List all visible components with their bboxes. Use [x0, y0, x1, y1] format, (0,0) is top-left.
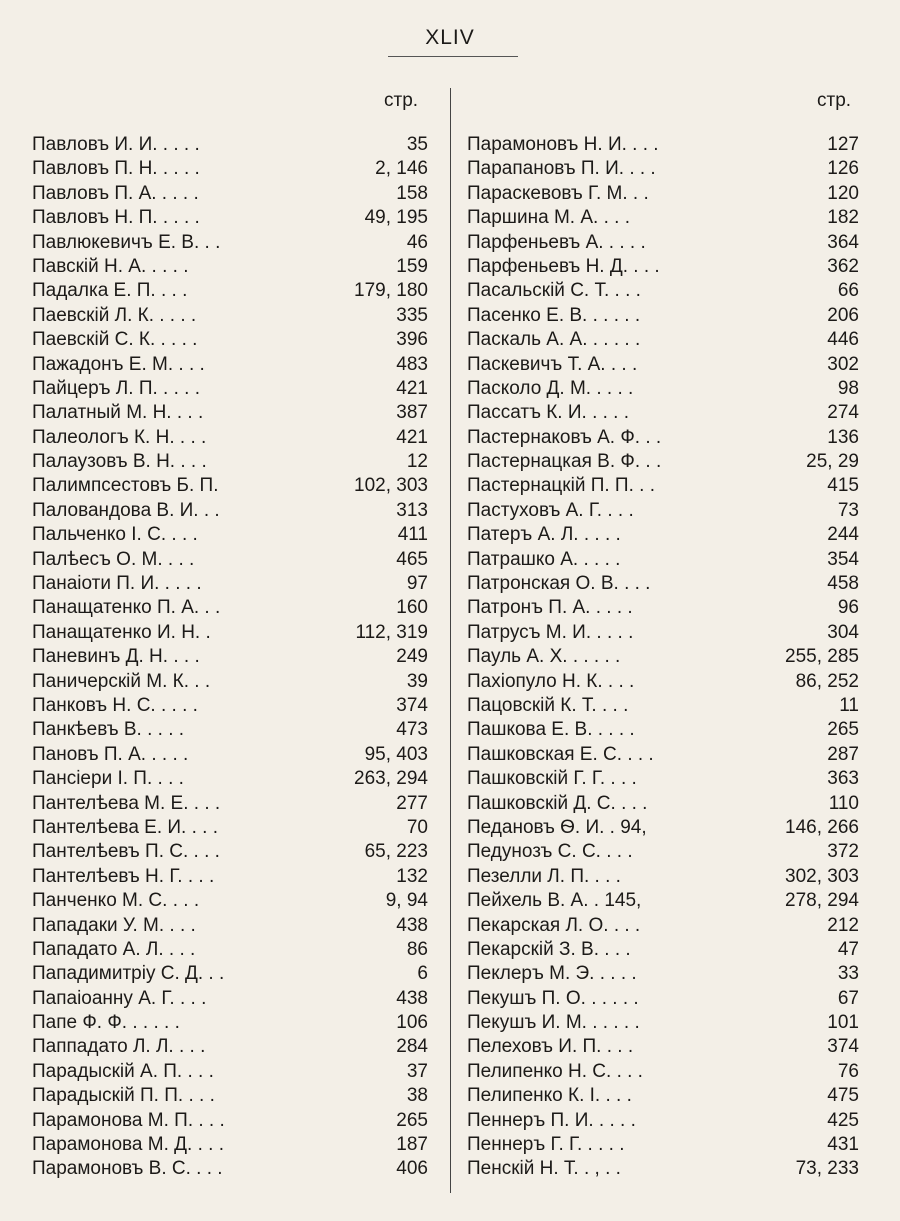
index-entry	[467, 353, 859, 377]
entry-pages: 421	[396, 377, 428, 399]
index-entry	[32, 987, 428, 1011]
entry-name: Педановъ Ѳ. И. . 94,	[467, 816, 647, 838]
index-entry	[32, 353, 428, 377]
index-entry	[32, 1060, 428, 1084]
index-entry	[32, 889, 428, 913]
entry-pages: 136	[827, 426, 859, 448]
entry-pages: 159	[396, 255, 428, 277]
index-entry	[32, 157, 428, 181]
index-entry	[32, 182, 428, 206]
entry-name: Пантелѣева Е. И. . . .	[32, 816, 219, 838]
entry-pages: 160	[396, 597, 428, 619]
entry-name: Павловъ П. Н. . . . .	[32, 158, 200, 180]
entry-name: Павловъ Н. П. . . . .	[32, 207, 200, 229]
index-entry	[32, 328, 428, 352]
page-number: XLIV	[425, 26, 475, 49]
right-column-header: стр.	[817, 90, 852, 111]
entry-name: Пассатъ К. И. . . . .	[467, 402, 630, 424]
entry-name: Параскевовъ Г. М. . .	[467, 182, 649, 204]
index-entry	[467, 279, 859, 303]
entry-pages: 302	[827, 353, 859, 375]
index-entry	[467, 645, 859, 669]
entry-name: Паевскій С. К. . . . .	[32, 329, 198, 351]
entry-name: Павлюкевичъ Е. В. . .	[32, 231, 221, 253]
entry-pages: 265	[396, 1109, 428, 1131]
entry-pages: 112, 319	[355, 621, 428, 643]
entry-name: Папаіоанну А. Г. . . .	[32, 987, 207, 1009]
entry-pages: 25, 29	[806, 451, 859, 473]
index-entry	[32, 1011, 428, 1035]
index-entry	[32, 694, 428, 718]
entry-pages: 76	[837, 1060, 859, 1082]
entry-name: Паскевичъ Т. А. . . .	[467, 353, 638, 375]
entry-pages: 458	[827, 573, 859, 595]
entry-name: Палимпсестовъ Б. П.	[32, 475, 219, 497]
index-entry	[467, 865, 859, 889]
entry-pages: 387	[396, 402, 428, 424]
entry-name: Пастуховъ А. Г. . . .	[467, 499, 634, 521]
entry-pages: 179, 180	[354, 280, 428, 302]
index-entry	[467, 304, 859, 328]
entry-pages: 374	[827, 1036, 859, 1058]
column-divider	[450, 88, 451, 1193]
entry-pages: 73	[837, 499, 859, 521]
entry-pages: 132	[396, 865, 428, 887]
entry-name: Пекушъ И. М. . . . . .	[467, 1012, 640, 1034]
entry-name: Пекушъ П. О. . . . . .	[467, 987, 639, 1009]
entry-pages: 86, 252	[795, 670, 859, 692]
entry-name: Пеклеръ М. Э. . . . .	[467, 963, 637, 985]
index-entry	[467, 792, 859, 816]
entry-pages: 102, 303	[354, 475, 428, 497]
entry-name: Папе Ф. Ф. . . . . .	[32, 1012, 180, 1034]
index-entry	[32, 645, 428, 669]
entry-pages: 302, 303	[785, 865, 859, 887]
entry-name: Пашковская Е. С. . . .	[467, 743, 654, 765]
entry-pages: 206	[827, 304, 859, 326]
index-entry	[32, 401, 428, 425]
entry-name: Парамоновъ В. С. . . .	[32, 1158, 223, 1180]
index-entry	[467, 157, 859, 181]
entry-pages: 11	[839, 694, 859, 716]
index-entry	[467, 523, 859, 547]
index-entry	[32, 743, 428, 767]
index-entry	[467, 1084, 859, 1108]
entry-name: Парфеньевъ А. . . . .	[467, 231, 646, 253]
entry-pages: 421	[396, 426, 428, 448]
index-entry	[32, 1133, 428, 1157]
index-entry	[467, 231, 859, 255]
entry-pages: 127	[827, 134, 859, 155]
entry-pages: 95, 403	[364, 743, 428, 765]
entry-pages: 335	[396, 304, 428, 326]
index-entry	[32, 572, 428, 596]
index-entry	[467, 182, 859, 206]
entry-name: Пападимитріу С. Д. . .	[32, 963, 225, 985]
index-entry	[32, 377, 428, 401]
entry-name: Падалка Е. П. . . .	[32, 280, 188, 302]
entry-pages: 158	[396, 182, 428, 204]
entry-name: Патронская О. В. . . .	[467, 573, 651, 595]
entry-name: Палѣесъ О. М. . . .	[32, 548, 195, 570]
entry-pages: 33	[837, 963, 859, 985]
entry-name: Павскій Н. А. . . . .	[32, 255, 189, 277]
index-entry	[467, 938, 859, 962]
entry-pages: 265	[827, 719, 859, 741]
entry-pages: 411	[397, 524, 428, 546]
entry-pages: 425	[827, 1109, 859, 1131]
entry-pages: 255, 285	[785, 646, 859, 668]
right-index-column	[467, 133, 859, 1182]
entry-name: Пезелли Л. П. . . .	[467, 865, 621, 887]
entry-pages: 70	[406, 816, 428, 838]
entry-pages: 249	[396, 646, 428, 668]
index-entry	[467, 255, 859, 279]
index-entry	[32, 231, 428, 255]
index-entry	[32, 1109, 428, 1133]
index-entry	[467, 1157, 859, 1181]
index-entry	[467, 1011, 859, 1035]
entry-pages: 274	[827, 402, 859, 424]
entry-name: Палатный М. Н. . . .	[32, 402, 204, 424]
index-entry	[467, 206, 859, 230]
entry-name: Пантелѣевъ Н. Г. . . .	[32, 865, 215, 887]
entry-pages: 38	[406, 1085, 428, 1107]
entry-name: Палаузовъ В. Н. . . .	[32, 451, 207, 473]
left-index-column	[32, 133, 428, 1182]
entry-pages: 106	[396, 1012, 428, 1034]
entry-pages: 126	[827, 158, 859, 180]
index-entry	[467, 499, 859, 523]
index-entry	[467, 743, 859, 767]
entry-name: Паневинъ Д. Н. . . .	[32, 646, 200, 668]
entry-name: Панкѣевъ В. . . . .	[32, 719, 185, 741]
index-entry	[32, 1084, 428, 1108]
entry-pages: 46	[406, 231, 428, 253]
entry-name: Паничерскій М. К. . .	[32, 670, 211, 692]
entry-pages: 12	[406, 451, 428, 473]
entry-name: Пападато А. Л. . . .	[32, 938, 196, 960]
index-entry	[467, 596, 859, 620]
entry-name: Парапановъ П. И. . . .	[467, 158, 656, 180]
index-entry	[32, 1157, 428, 1181]
entry-name: Пападаки У. М. . . .	[32, 914, 196, 936]
entry-name: Пашковскій Д. С. . . .	[467, 792, 648, 814]
index-entry	[32, 840, 428, 864]
entry-name: Панаіоти П. И. . . . .	[32, 573, 202, 595]
entry-pages: 101	[827, 1012, 859, 1034]
entry-pages: 244	[827, 524, 859, 546]
entry-pages: 37	[406, 1060, 428, 1082]
index-entry	[467, 914, 859, 938]
entry-name: Пелипенко Н. С. . . .	[467, 1060, 643, 1082]
entry-pages: 97	[406, 573, 428, 595]
entry-pages: 278, 294	[785, 890, 859, 912]
entry-pages: 212	[827, 914, 859, 936]
entry-name: Пекарская Л. О. . . .	[467, 914, 641, 936]
entry-pages: 362	[827, 255, 859, 277]
entry-name: Пауль А. Х. . . . . .	[467, 646, 621, 668]
entry-pages: 406	[396, 1158, 428, 1180]
entry-pages: 364	[827, 231, 859, 253]
index-entry	[467, 889, 859, 913]
index-entry	[32, 548, 428, 572]
index-entry	[467, 987, 859, 1011]
entry-name: Панченко М. С. . . .	[32, 890, 200, 912]
entry-pages: 98	[837, 377, 859, 399]
index-entry	[467, 1035, 859, 1059]
entry-pages: 446	[827, 329, 859, 351]
index-entry	[467, 670, 859, 694]
entry-name: Парамоновъ Н. И. . . .	[467, 134, 659, 155]
entry-pages: 287	[827, 743, 859, 765]
index-entry	[32, 133, 428, 157]
entry-pages: 277	[396, 792, 428, 814]
entry-name: Пансіери І. П. . . .	[32, 768, 184, 790]
entry-pages: 374	[396, 694, 428, 716]
entry-pages: 483	[396, 353, 428, 375]
index-entry	[32, 1035, 428, 1059]
index-entry	[32, 450, 428, 474]
entry-name: Патеръ А. Л. . . . .	[467, 524, 621, 546]
index-entry	[467, 1060, 859, 1084]
entry-pages: 415	[827, 475, 859, 497]
entry-pages: 263, 294	[354, 768, 428, 790]
index-entry	[467, 840, 859, 864]
index-entry	[467, 426, 859, 450]
entry-name: Парадыскій П. П. . . .	[32, 1085, 215, 1107]
entry-pages: 187	[396, 1134, 428, 1156]
index-entry	[467, 767, 859, 791]
entry-name: Парамонова М. П. . . .	[32, 1109, 225, 1131]
entry-name: Паппадато Л. Л. . . .	[32, 1036, 206, 1058]
entry-pages: 396	[396, 329, 428, 351]
entry-name: Пайцеръ Л. П. . . . .	[32, 377, 200, 399]
entry-name: Панковъ Н. С. . . . .	[32, 694, 198, 716]
index-entry	[32, 206, 428, 230]
index-entry	[32, 914, 428, 938]
entry-pages: 313	[396, 499, 428, 521]
entry-pages: 363	[827, 768, 859, 790]
index-entry	[467, 474, 859, 498]
entry-name: Пастернацкая В. Ф. . .	[467, 451, 662, 473]
index-entry	[32, 523, 428, 547]
index-entry	[32, 621, 428, 645]
entry-name: Парфеньевъ Н. Д. . . .	[467, 255, 660, 277]
entry-name: Пастернаковъ А. Ф. . .	[467, 426, 662, 448]
index-entry	[32, 718, 428, 742]
index-entry	[32, 426, 428, 450]
entry-pages: 67	[837, 987, 859, 1009]
entry-name: Пелипенко К. І. . . .	[467, 1085, 632, 1107]
entry-name: Пашкова Е. В. . . . .	[467, 719, 635, 741]
index-entry	[32, 816, 428, 840]
entry-name: Пахіопуло Н. К. . . .	[467, 670, 635, 692]
title-rule	[388, 56, 518, 57]
entry-name: Пекарскій З. В. . . .	[467, 938, 631, 960]
index-entry	[32, 938, 428, 962]
entry-pages: 431	[827, 1134, 859, 1156]
entry-pages: 120	[827, 182, 859, 204]
entry-pages: 465	[396, 548, 428, 570]
entry-name: Пантелѣева М. Е. . . .	[32, 792, 221, 814]
entry-pages: 6	[417, 963, 428, 985]
entry-name: Парадыскій А. П. . . .	[32, 1060, 214, 1082]
left-column-header: стр.	[384, 90, 419, 111]
entry-name: Пасенко Е. В. . . . . .	[467, 304, 641, 326]
entry-pages: 9, 94	[385, 890, 428, 912]
index-entry	[32, 255, 428, 279]
index-entry	[467, 377, 859, 401]
entry-name: Патронъ П. А. . . . .	[467, 597, 633, 619]
entry-pages: 49, 195	[364, 207, 428, 229]
entry-name: Пацовскій К. Т. . . .	[467, 694, 629, 716]
entry-name: Парамонова М. Д. . . .	[32, 1134, 224, 1156]
entry-name: Пасальскій С. Т. . . .	[467, 280, 641, 302]
index-entry	[32, 792, 428, 816]
entry-pages: 47	[837, 938, 859, 960]
entry-pages: 65, 223	[364, 841, 428, 863]
entry-pages: 284	[396, 1036, 428, 1058]
entry-name: Пейхель В. А. . 145,	[467, 890, 642, 912]
index-entry	[32, 304, 428, 328]
entry-name: Пашковскій Г. Г. . . .	[467, 768, 637, 790]
entry-name: Павловъ И. И. . . . .	[32, 134, 200, 155]
entry-name: Паевскій Л. К. . . . .	[32, 304, 197, 326]
entry-name: Панащатенко П. А. . .	[32, 597, 221, 619]
index-entry	[467, 1133, 859, 1157]
entry-pages: 110	[828, 792, 859, 814]
entry-pages: 86	[406, 938, 428, 960]
entry-name: Пажадонъ Е. М. . . .	[32, 353, 205, 375]
entry-pages: 304	[827, 621, 859, 643]
entry-pages: 39	[406, 670, 428, 692]
index-entry	[467, 694, 859, 718]
entry-name: Палеологъ К. Н. . . .	[32, 426, 207, 448]
entry-name: Педунозъ С. С. . . .	[467, 841, 633, 863]
entry-name: Пенскій Н. Т. . , . .	[467, 1158, 621, 1180]
entry-name: Пеннеръ П. И. . . . .	[467, 1109, 636, 1131]
index-entry	[467, 962, 859, 986]
index-entry	[32, 279, 428, 303]
entry-pages: 146, 266	[785, 816, 859, 838]
entry-name: Пелеховъ И. П. . . .	[467, 1036, 634, 1058]
index-entry	[32, 499, 428, 523]
index-entry	[467, 133, 859, 157]
entry-name: Патрашко А. . . . .	[467, 548, 621, 570]
entry-pages: 438	[396, 914, 428, 936]
entry-name: Пасколо Д. М. . . . .	[467, 377, 634, 399]
entry-name: Павловъ П. А. . . . .	[32, 182, 199, 204]
index-entry	[467, 401, 859, 425]
entry-pages: 2, 146	[375, 158, 428, 180]
entry-pages: 372	[827, 841, 859, 863]
entry-pages: 438	[396, 987, 428, 1009]
entry-name: Пальченко І. С. . . .	[32, 524, 198, 546]
index-entry	[467, 450, 859, 474]
entry-pages: 182	[827, 207, 859, 229]
index-entry	[467, 548, 859, 572]
index-entry	[467, 1109, 859, 1133]
index-entry	[467, 572, 859, 596]
entry-pages: 96	[837, 597, 859, 619]
entry-name: Пановъ П. А. . . . .	[32, 743, 189, 765]
entry-name: Паршина М. А. . . .	[467, 207, 630, 229]
index-entry	[32, 962, 428, 986]
entry-name: Патрусъ М. И. . . . .	[467, 621, 634, 643]
index-entry	[467, 328, 859, 352]
entry-name: Пастернацкій П. П. . .	[467, 475, 655, 497]
index-entry	[32, 474, 428, 498]
entry-name: Паловандова В. И. . .	[32, 499, 220, 521]
entry-pages: 35	[406, 134, 428, 155]
entry-pages: 473	[396, 719, 428, 741]
index-entry	[32, 865, 428, 889]
index-entry	[467, 621, 859, 645]
entry-name: Паскаль А. А. . . . . .	[467, 329, 641, 351]
entry-pages: 66	[837, 280, 859, 302]
entry-name: Пеннеръ Г. Г. . . . .	[467, 1134, 625, 1156]
index-entry	[32, 596, 428, 620]
index-entry	[32, 767, 428, 791]
entry-name: Пантелѣевъ П. С. . . .	[32, 841, 220, 863]
entry-pages: 475	[827, 1085, 859, 1107]
entry-pages: 73, 233	[795, 1158, 859, 1180]
index-entry	[32, 670, 428, 694]
entry-name: Панащатенко И. Н. .	[32, 621, 211, 643]
entry-pages: 354	[827, 548, 859, 570]
index-entry	[467, 718, 859, 742]
index-entry	[467, 816, 859, 840]
